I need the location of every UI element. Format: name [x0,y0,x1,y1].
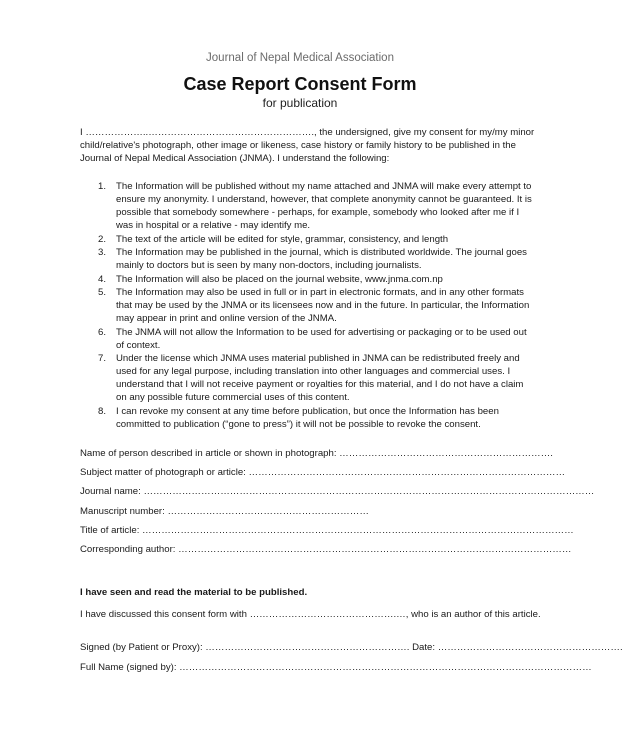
term-number: 3. [98,247,107,258]
consent-term-item [80,286,535,325]
term-number: 8. [98,405,107,417]
intro-paragraph: I ………………..……………………………………………., the undersigned, give my consent for my/my minor child/relative's photograph, other image or likeness, case history or family history to be published in the Journal of Nepal Medical Association (JNMA). I understand the following: [80,127,535,164]
page-subtitle: for publication [262,96,338,110]
seen-material-statement: I have seen and read the material to be published. [80,587,308,598]
full-name-field[interactable]: Full Name (signed by): ………………………………………………………………………………………………………………… [80,662,592,673]
journal-name-field[interactable]: Journal name: …………………………………………………………………………………………………………………………… [80,486,595,498]
term-number: 4. [98,273,107,285]
term-number: 1. [98,181,107,192]
article-title-field[interactable]: Title of article: ……………………………………………………………………………………………………………………… [80,524,574,536]
signature-date-field[interactable]: Signed (by Patient or Proxy): ………………………………………………………. Date: …………………………………………………. [80,642,623,653]
term-number: 5. [98,287,107,298]
discussed-with-field[interactable]: I have discussed this consent form with ……………………………………….…, who is an author of this article. [80,609,541,620]
form-fields [80,447,595,562]
term-number: 2. [98,233,107,245]
consent-term-item [80,326,535,352]
page-title: Case Report Consent Form [183,74,417,94]
consent-term-item [80,180,535,232]
term-text: The Information may also be used in full or in part in electronic formats, and in any other formats that may be used by the JNMA or its licensees now and in the future. In particular, the Information may appear in print and online version of the JNMA. [116,287,530,324]
journal-name-header: Journal of Nepal Medical Association [206,52,394,64]
consent-term-item [80,246,535,272]
subject-matter-field[interactable]: Subject matter of photograph or article: ……………………………………………………………………………………… [80,467,566,479]
term-text: The Information will also be placed on the journal website, www.jnma.com.np [116,273,443,285]
term-text: The JNMA will not allow the Information to be used for advertising or packaging or to be used out of context. [116,326,527,351]
corresponding-author-field[interactable]: Corresponding author: …………………………………………………………………………………………………………… [80,543,572,555]
manuscript-number-field[interactable]: Manuscript number: ……………………………………………………… [80,505,369,517]
term-text: Under the license which JNMA uses material published in JNMA can be redistributed freely and used for any legal purpose, including translation into other languages and commercial uses. I understand that I will not receive payment or royalties for this material, and I do not have a claim on any possible future commercial uses of this content. [116,353,524,403]
term-text: The Information will be published without my name attached and JNMA will make every attempt to ensure my anonymity. I understand, however, that complete anonymity cannot be guaranteed. It is possible that somebody somewhere - perhaps, for example, somebody who looked after me if I was in hospital or a relative - may identify me. [116,181,532,231]
consent-term-item [80,273,535,286]
consent-term-item [80,352,535,404]
term-text: The Information may be published in the journal, which is distributed worldwide. The journal goes mainly to doctors but is seen by many non-doctors, including journalists. [116,247,527,271]
person-name-field[interactable]: Name of person described in article or shown in photograph: …………………………………………………………. [80,448,553,459]
term-number: 7. [98,353,107,364]
consent-term-item [80,233,535,246]
term-text: I can revoke my consent at any time before publication, but once the Information has been committed to publication (“gone to press”) it will not be possible to revoke the consent. [116,405,499,430]
term-number: 6. [98,326,107,338]
consent-terms-list [80,180,535,431]
consent-term-item [80,405,535,431]
term-text: The text of the article will be edited for style, grammar, consistency, and length [116,233,449,245]
